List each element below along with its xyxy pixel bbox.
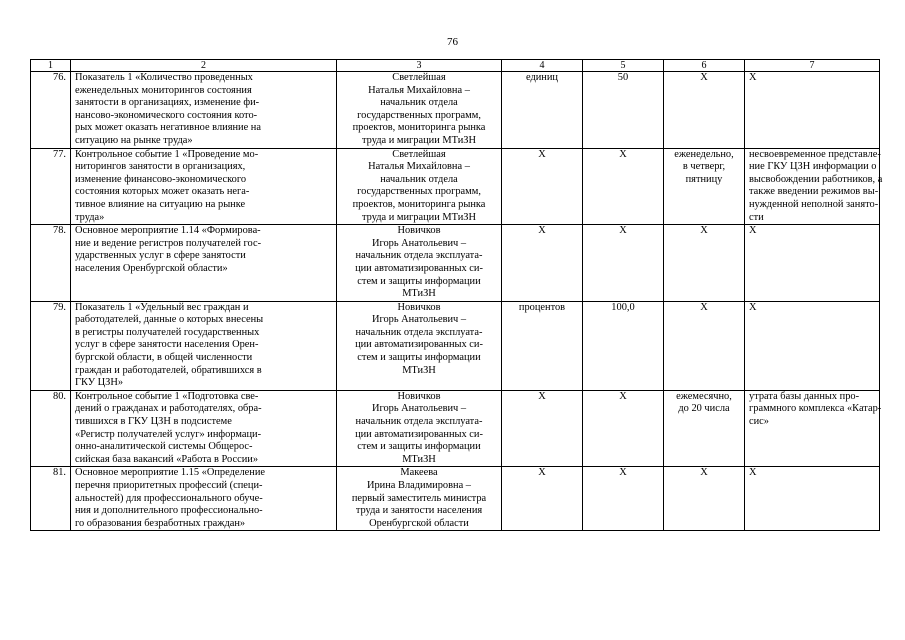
measure-name-line: Основное мероприятие 1.14 «Формирова-	[75, 225, 261, 237]
responsible-person-line: начальник отдела	[380, 97, 458, 109]
measure-name-line: изменение финансово-экономического	[75, 173, 247, 185]
table-row	[31, 148, 880, 225]
responsible-person-line: проектов, мониторинга рынка	[352, 122, 486, 134]
measure-name-line: нансово-экономического состояния кото-	[75, 109, 258, 121]
measure-name-line: «Регистр получателей услуг» информаци-	[75, 428, 262, 440]
risk-description-line: несвоевременное представле-	[749, 148, 881, 160]
unit-of-measure: процентов	[502, 301, 583, 390]
responsible-person-line: Игорь Анатольевич –	[371, 237, 467, 249]
deadline-line: пятницу	[685, 173, 723, 185]
risk-description-line: также введении режимов вы-	[749, 186, 879, 198]
measure-name-line: сийская база вакансий «Работа в России»	[75, 453, 259, 465]
measure-name-line: бургской области, в общей численности	[75, 352, 253, 364]
measure-name-line: населения Оренбургской области»	[75, 262, 228, 274]
responsible-person	[337, 467, 502, 531]
deadline	[664, 72, 745, 149]
measure-name-line: Показатель 1 «Количество проведенных	[75, 72, 253, 83]
measure-name	[71, 467, 337, 531]
measure-name-line: го образования безработных граждан»	[75, 517, 246, 529]
measure-name-line: ниторингов занятости в организациях,	[75, 161, 246, 173]
measure-name-line: работодателей, данные о которых внесены	[75, 314, 264, 326]
planned-value: Х	[583, 148, 664, 225]
responsible-person-line: стем и защиты информации	[357, 275, 481, 287]
measure-name-line: услуг в сфере занятости населения Орен-	[75, 339, 259, 351]
measure-name-line: тившихся в ГКУ ЦЗН в подсистеме	[75, 416, 232, 428]
responsible-person-line: Наталья Михайловна –	[368, 84, 470, 96]
planned-value: Х	[583, 390, 664, 467]
column-header: 2	[71, 60, 337, 72]
column-header: 7	[745, 60, 880, 72]
measure-name-line: ГКУ ЦЗН»	[75, 377, 124, 389]
responsible-person-line: Наталья Михайловна –	[368, 161, 470, 173]
measure-name-line: ударственных услуг в сфере занятости	[75, 250, 246, 262]
table-row	[31, 467, 880, 531]
responsible-person-line: ции автоматизированных си-	[355, 428, 483, 440]
deadline	[664, 148, 745, 225]
risk-description	[745, 225, 880, 302]
responsible-person-line: Новичков	[397, 301, 441, 313]
measure-name-line: ния и дополнительного профессионально-	[75, 505, 263, 517]
measure-name-line: еженедельных мониторингов состояния	[75, 84, 252, 96]
risk-description	[745, 72, 880, 149]
risk-description-line: Х	[749, 72, 757, 83]
unit-of-measure: Х	[502, 390, 583, 467]
responsible-person-line: начальник отдела	[380, 173, 458, 185]
risk-description-line: нужденной неполной занято-	[749, 198, 879, 210]
responsible-person-line: стем и защиты информации	[357, 441, 481, 453]
planned-value: Х	[583, 467, 664, 531]
responsible-person-line: государственных программ,	[357, 109, 481, 121]
responsible-person-line: труда и миграции МТиЗН	[361, 134, 476, 146]
responsible-person-line: ции автоматизированных си-	[355, 262, 483, 274]
column-header: 6	[664, 60, 745, 72]
action-plan-table	[30, 59, 883, 531]
responsible-person-line: Светлейшая	[392, 72, 446, 83]
responsible-person-line: труда и занятости населения	[355, 505, 483, 517]
measure-name-line: дений о гражданах и работодателях, обра-	[75, 403, 262, 415]
row-number: 76.	[31, 72, 71, 149]
risk-description-line: Х	[749, 467, 757, 479]
risk-description-line: утрата базы данных про-	[749, 390, 860, 402]
column-header: 4	[502, 60, 583, 72]
measure-name-line: ситуацию на рынке труда»	[75, 134, 193, 146]
risk-description-line: высвобождении работников, а	[749, 173, 883, 185]
risk-description-line: Х	[749, 301, 757, 313]
row-number: 79.	[31, 301, 71, 390]
planned-value: Х	[583, 225, 664, 302]
risk-description-line: граммного комплекса «Катар-	[749, 403, 882, 415]
responsible-person-line: государственных программ,	[357, 186, 481, 198]
deadline-line: еженедельно,	[674, 148, 734, 160]
table-row	[31, 301, 880, 390]
responsible-person-line: начальник отдела эксплуата-	[355, 416, 483, 428]
deadline-line: Х	[700, 72, 708, 83]
risk-description-line: сис»	[749, 416, 769, 428]
risk-description	[745, 301, 880, 390]
deadline-line: Х	[700, 225, 708, 237]
responsible-person-line: Новичков	[397, 390, 441, 402]
column-header: 5	[583, 60, 664, 72]
measure-name-line: в регистры получателей государственных	[75, 326, 260, 338]
responsible-person-line: Игорь Анатольевич –	[371, 314, 467, 326]
responsible-person-line: Светлейшая	[392, 148, 446, 160]
measure-name-line: Основное мероприятие 1.15 «Определение	[75, 467, 265, 479]
table-row	[31, 72, 880, 149]
planned-value: 50	[583, 72, 664, 149]
deadline	[664, 467, 745, 531]
measure-name-line: Контрольное событие 1 «Подготовка све-	[75, 390, 259, 402]
measure-name-line: граждан и работодателей, обратившихся в	[75, 364, 262, 376]
deadline-line: ежемесячно,	[676, 390, 732, 402]
header-row	[31, 60, 880, 72]
responsible-person	[337, 225, 502, 302]
unit-of-measure: Х	[502, 225, 583, 302]
measure-name	[71, 148, 337, 225]
risk-description-line: ние ГКУ ЦЗН информации о	[749, 161, 877, 173]
measure-name-line: Показатель 1 «Удельный вес граждан и	[75, 301, 249, 313]
measure-name-line: состояния которых может оказать нега-	[75, 186, 250, 198]
responsible-person-line: труда и миграции МТиЗН	[361, 211, 476, 223]
risk-description	[745, 390, 880, 467]
row-number: 81.	[31, 467, 71, 531]
deadline	[664, 390, 745, 467]
deadline-line: до 20 числа	[678, 403, 730, 415]
responsible-person	[337, 148, 502, 225]
measure-name-line: ние и ведение регистров получателей гос-	[75, 237, 262, 249]
column-header: 3	[337, 60, 502, 72]
responsible-person-line: Макеева	[400, 467, 438, 479]
risk-description	[745, 467, 880, 531]
page-number: 76	[447, 36, 458, 48]
risk-description-line: Х	[749, 225, 757, 237]
row-number: 78.	[31, 225, 71, 302]
responsible-person-line: начальник отдела эксплуата-	[355, 326, 483, 338]
measure-name	[71, 390, 337, 467]
responsible-person-line: ции автоматизированных си-	[355, 339, 483, 351]
responsible-person-line: проектов, мониторинга рынка	[352, 198, 486, 210]
responsible-person-line: МТиЗН	[402, 453, 436, 465]
responsible-person	[337, 72, 502, 149]
responsible-person-line: МТиЗН	[402, 288, 436, 300]
responsible-person-line: Оренбургской области	[369, 517, 469, 529]
unit-of-measure: Х	[502, 148, 583, 225]
responsible-person-line: Новичков	[397, 225, 441, 237]
column-header: 1	[31, 60, 71, 72]
responsible-person-line: Ирина Владимировна –	[366, 480, 471, 491]
unit-of-measure: единиц	[502, 72, 583, 149]
risk-description-line: сти	[749, 211, 764, 223]
measure-name-line: тивное влияние на ситуацию на рынке	[75, 198, 246, 210]
measure-name-line: альностей) для профессионального обуче-	[75, 492, 263, 504]
deadline-line: в четверг,	[682, 161, 726, 173]
measure-name-line: рых может оказать негативное влияние на	[75, 122, 261, 134]
measure-name-line: труда»	[75, 211, 105, 223]
measure-name	[71, 72, 337, 149]
measure-name	[71, 301, 337, 390]
responsible-person	[337, 301, 502, 390]
measure-name	[71, 225, 337, 302]
responsible-person-line: начальник отдела эксплуата-	[355, 250, 483, 262]
planned-value: 100,0	[583, 301, 664, 390]
responsible-person-line: Игорь Анатольевич –	[371, 403, 467, 415]
row-number: 80.	[31, 390, 71, 467]
responsible-person	[337, 390, 502, 467]
responsible-person-line: стем и защиты информации	[357, 352, 481, 364]
risk-description	[745, 148, 883, 225]
responsible-person-line: МТиЗН	[402, 364, 436, 376]
deadline	[664, 225, 745, 302]
unit-of-measure: Х	[502, 467, 583, 531]
deadline	[664, 301, 745, 390]
deadline-line: Х	[700, 467, 708, 479]
table-row	[31, 390, 880, 467]
measure-name-line: занятости в организациях, изменение фи-	[75, 97, 260, 109]
table-row	[31, 225, 880, 302]
responsible-person-line: первый заместитель министра	[351, 492, 487, 504]
row-number: 77.	[31, 148, 71, 225]
deadline-line: Х	[700, 301, 708, 313]
measure-name-line: перечня приоритетных профессий (специ-	[75, 480, 263, 491]
measure-name-line: Контрольное событие 1 «Проведение мо-	[75, 148, 259, 160]
measure-name-line: онно-аналитической системы Общерос-	[75, 441, 253, 453]
